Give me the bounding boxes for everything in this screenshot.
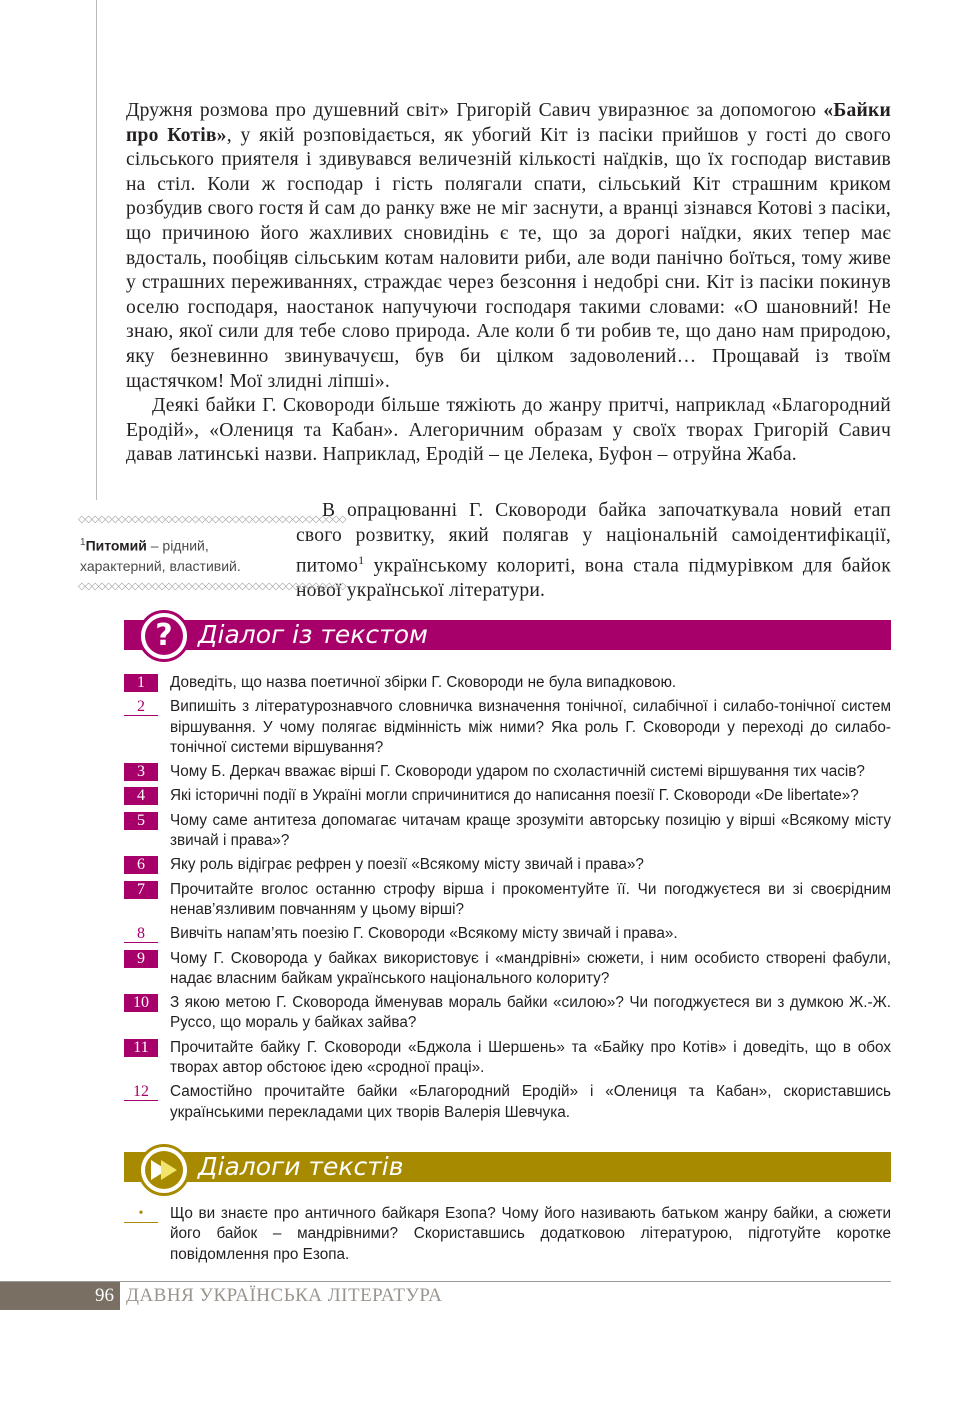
margin-rule: [96, 0, 97, 500]
question-number: 1: [124, 674, 158, 692]
question-number: 5: [124, 812, 158, 830]
question-number: 7: [124, 881, 158, 899]
question-number: 9: [124, 950, 158, 968]
question-number: 11: [124, 1039, 158, 1057]
question-item: [124, 673, 891, 693]
question-text: Чому Г. Сковорода у байках використовує і «мандрівні» сюжети, і ним особисто створені фабули, надає власним байкам українського національного колориту?: [170, 949, 891, 987]
question-text: Самостійно прочитайте байки «Благородний Еродій» і «Олениця та Кабан», скориставшись українськими перекладами цих творів Валерія Шевчука.: [170, 1083, 891, 1121]
footnote-text: $^1$Питомий – рідний, характерний, властивий.: [80, 537, 241, 574]
question-item: [124, 855, 891, 875]
question-item: [124, 924, 891, 944]
question-text: Прочитайте байку Г. Сковороди «Бджола і Шершень» та «Байку про Котів» і доведіть, що в обох творах автор обстоює ідею «сродної праці».: [170, 1038, 891, 1077]
page-number-box: [0, 1282, 120, 1310]
texts-question-list: [124, 1204, 891, 1269]
question-number: 6: [124, 856, 158, 874]
bold-fable-title: «Байки про Котів»: [126, 100, 891, 146]
question-text: З якою метою Г. Сковорода йменував мораль байки «силою»? Чи погоджуєтеся ви з думкою Ж.-Ж. Руссо, що мораль у байках зайва?: [170, 994, 891, 1032]
texts-section-header: [124, 1152, 891, 1184]
footnote-box: [78, 514, 346, 592]
question-item: [124, 880, 891, 921]
question-item: [124, 1038, 891, 1079]
dialog-section-title: Діалог із текстом: [198, 620, 428, 649]
main-text-block: [126, 99, 891, 468]
footnote-term: Питомий: [85, 537, 147, 554]
paragraph-parables: Деякі байки Г. Сковороди більше тяжіють до жанру притчі, наприклад «Благородний Еродій», «Олениця та Кабан». Алегоричним образам у своїх творах Григорій Савич давав латинські назви. Наприклад, Еродій – це Лелека, Буфон – отруйна Жаба.: [126, 395, 891, 466]
question-text: Вивчіть напам’ять поезію Г. Сковороди «Всякому місту звичай і права».: [170, 925, 678, 943]
question-mark-icon: ?: [138, 610, 190, 662]
list-item: [124, 1204, 891, 1265]
question-text: Чому Б. Деркач вважає вірші Г. Сковороди ударом по схоластичній системі віршування тих часів?: [170, 763, 865, 781]
question-item: [124, 949, 891, 990]
question-text: Чому саме антитеза допомагає читачам краще зрозуміти авторську позицію у вірші «Всякому місту звичай і права»?: [170, 811, 891, 850]
question-text: Випишіть з літературознавчого словничка визначення тонічної, силабічної і силабо-тонічної систем віршування. У чому полягає відмінність між ними? Яка роль Г. Сковороди у переході до силабо-тонічної системи віршування?: [170, 698, 891, 756]
question-number: 2: [124, 698, 158, 716]
question-item: [124, 993, 891, 1034]
dialog-question-list: [124, 673, 891, 1127]
question-text: Прочитайте вголос останню строфу вірша і прокоментуйте її. Чи погоджуєтеся ви зі своєрідним ненав’язливим повчанням у цьому вірші?: [170, 880, 891, 918]
paragraph-fable-development: В опрацюванні Г. Сковороди байка започаткувала новий етап свого розвитку, який полягав у національній самоідентифікації, питомо$^1$ українському колориті, вона стала підмурівком для байок нової української літератури.: [296, 500, 891, 602]
running-title: ДАВНЯ УКРАЇНСЬКА ЛІТЕРАТУРА: [126, 1285, 443, 1306]
question-number: 3: [124, 763, 158, 781]
question-item: [124, 762, 891, 782]
question-number: 8: [124, 925, 158, 943]
question-text: Доведіть, що назва поетичної збірки Г. Сковороди не була випадковою.: [170, 674, 677, 691]
question-item: [124, 1082, 891, 1123]
bullet-marker: •: [124, 1205, 158, 1223]
question-item: [124, 786, 891, 806]
question-text: Які історичні події в Україні могли спричинитися до написання поезії Г. Сковороди «De libertate»?: [170, 787, 859, 805]
question-number: 4: [124, 787, 158, 805]
paragraph-fable-cats: Дружня розмова про душевний світ» Григорій Савич увиразнює за допомогою «Байки про Котів», у якій розповідається, як убогий Кіт із пасіки прийшов у гості до свого сільського приятеля і здивувався величезній кількості наїдків, що їх господар виставив на стіл. Коли ж господар і гість полягали спати, сільський Кіт страшним криком розбудив свого гостя й сам до ранку вже не міг заснути, а вранці зізнався Котові з пасіки, що причиною його жахливих сновидінь є те, що за дорогі наїдки, яких тепер має вдосталь, пообіцяв сільським котам наловити риби, але води панічно боїться, тому живе у страшних переживаннях, страждає через безсоння і недобрі сни. Кіт із пасіки покинув оселю господаря, наостанок напучуючи господаря такими словами: «О шановний! Не знаю, якої сили для тебе слово природа. Але коли б ти робив те, що дано нам природою, яку безневинно звинувачуєш, був би цілком задоволений… Прощавай із твоїм щастячком! Мої злидні ліпші».: [126, 100, 891, 392]
question-number: 12: [124, 1083, 158, 1101]
question-item: [124, 697, 891, 758]
question-item: [124, 811, 891, 852]
question-text: Яку роль відіграє рефрен у поезії «Всякому місту звичай і права»?: [170, 856, 644, 874]
arrows-icon: [138, 1144, 190, 1196]
page-number: 96: [95, 1285, 114, 1306]
texts-section-title: Діалоги текстів: [198, 1152, 404, 1181]
footnote-border-bottom: ◇◇◇◇◇◇◇◇◇◇◇◇◇◇◇◇◇◇◇◇◇◇◇◇◇◇◇◇◇◇◇◇◇◇◇◇◇◇◇◇: [78, 580, 346, 592]
footnote-reference[interactable]: 1: [358, 553, 365, 568]
texts-question-text: Що ви знаєте про античного байкаря Езопа? Чому його називають батьком жанру байки, а сюжети його байок – мандрівними? Скориставшись додатковою літературою, підготуйте коротке повідомлення про Езопа.: [170, 1205, 891, 1263]
footnote-border-top: ◇◇◇◇◇◇◇◇◇◇◇◇◇◇◇◇◇◇◇◇◇◇◇◇◇◇◇◇◇◇◇◇◇◇◇◇◇◇◇◇: [78, 514, 346, 525]
question-number: 10: [124, 994, 158, 1012]
dialog-section-header: [124, 620, 891, 652]
